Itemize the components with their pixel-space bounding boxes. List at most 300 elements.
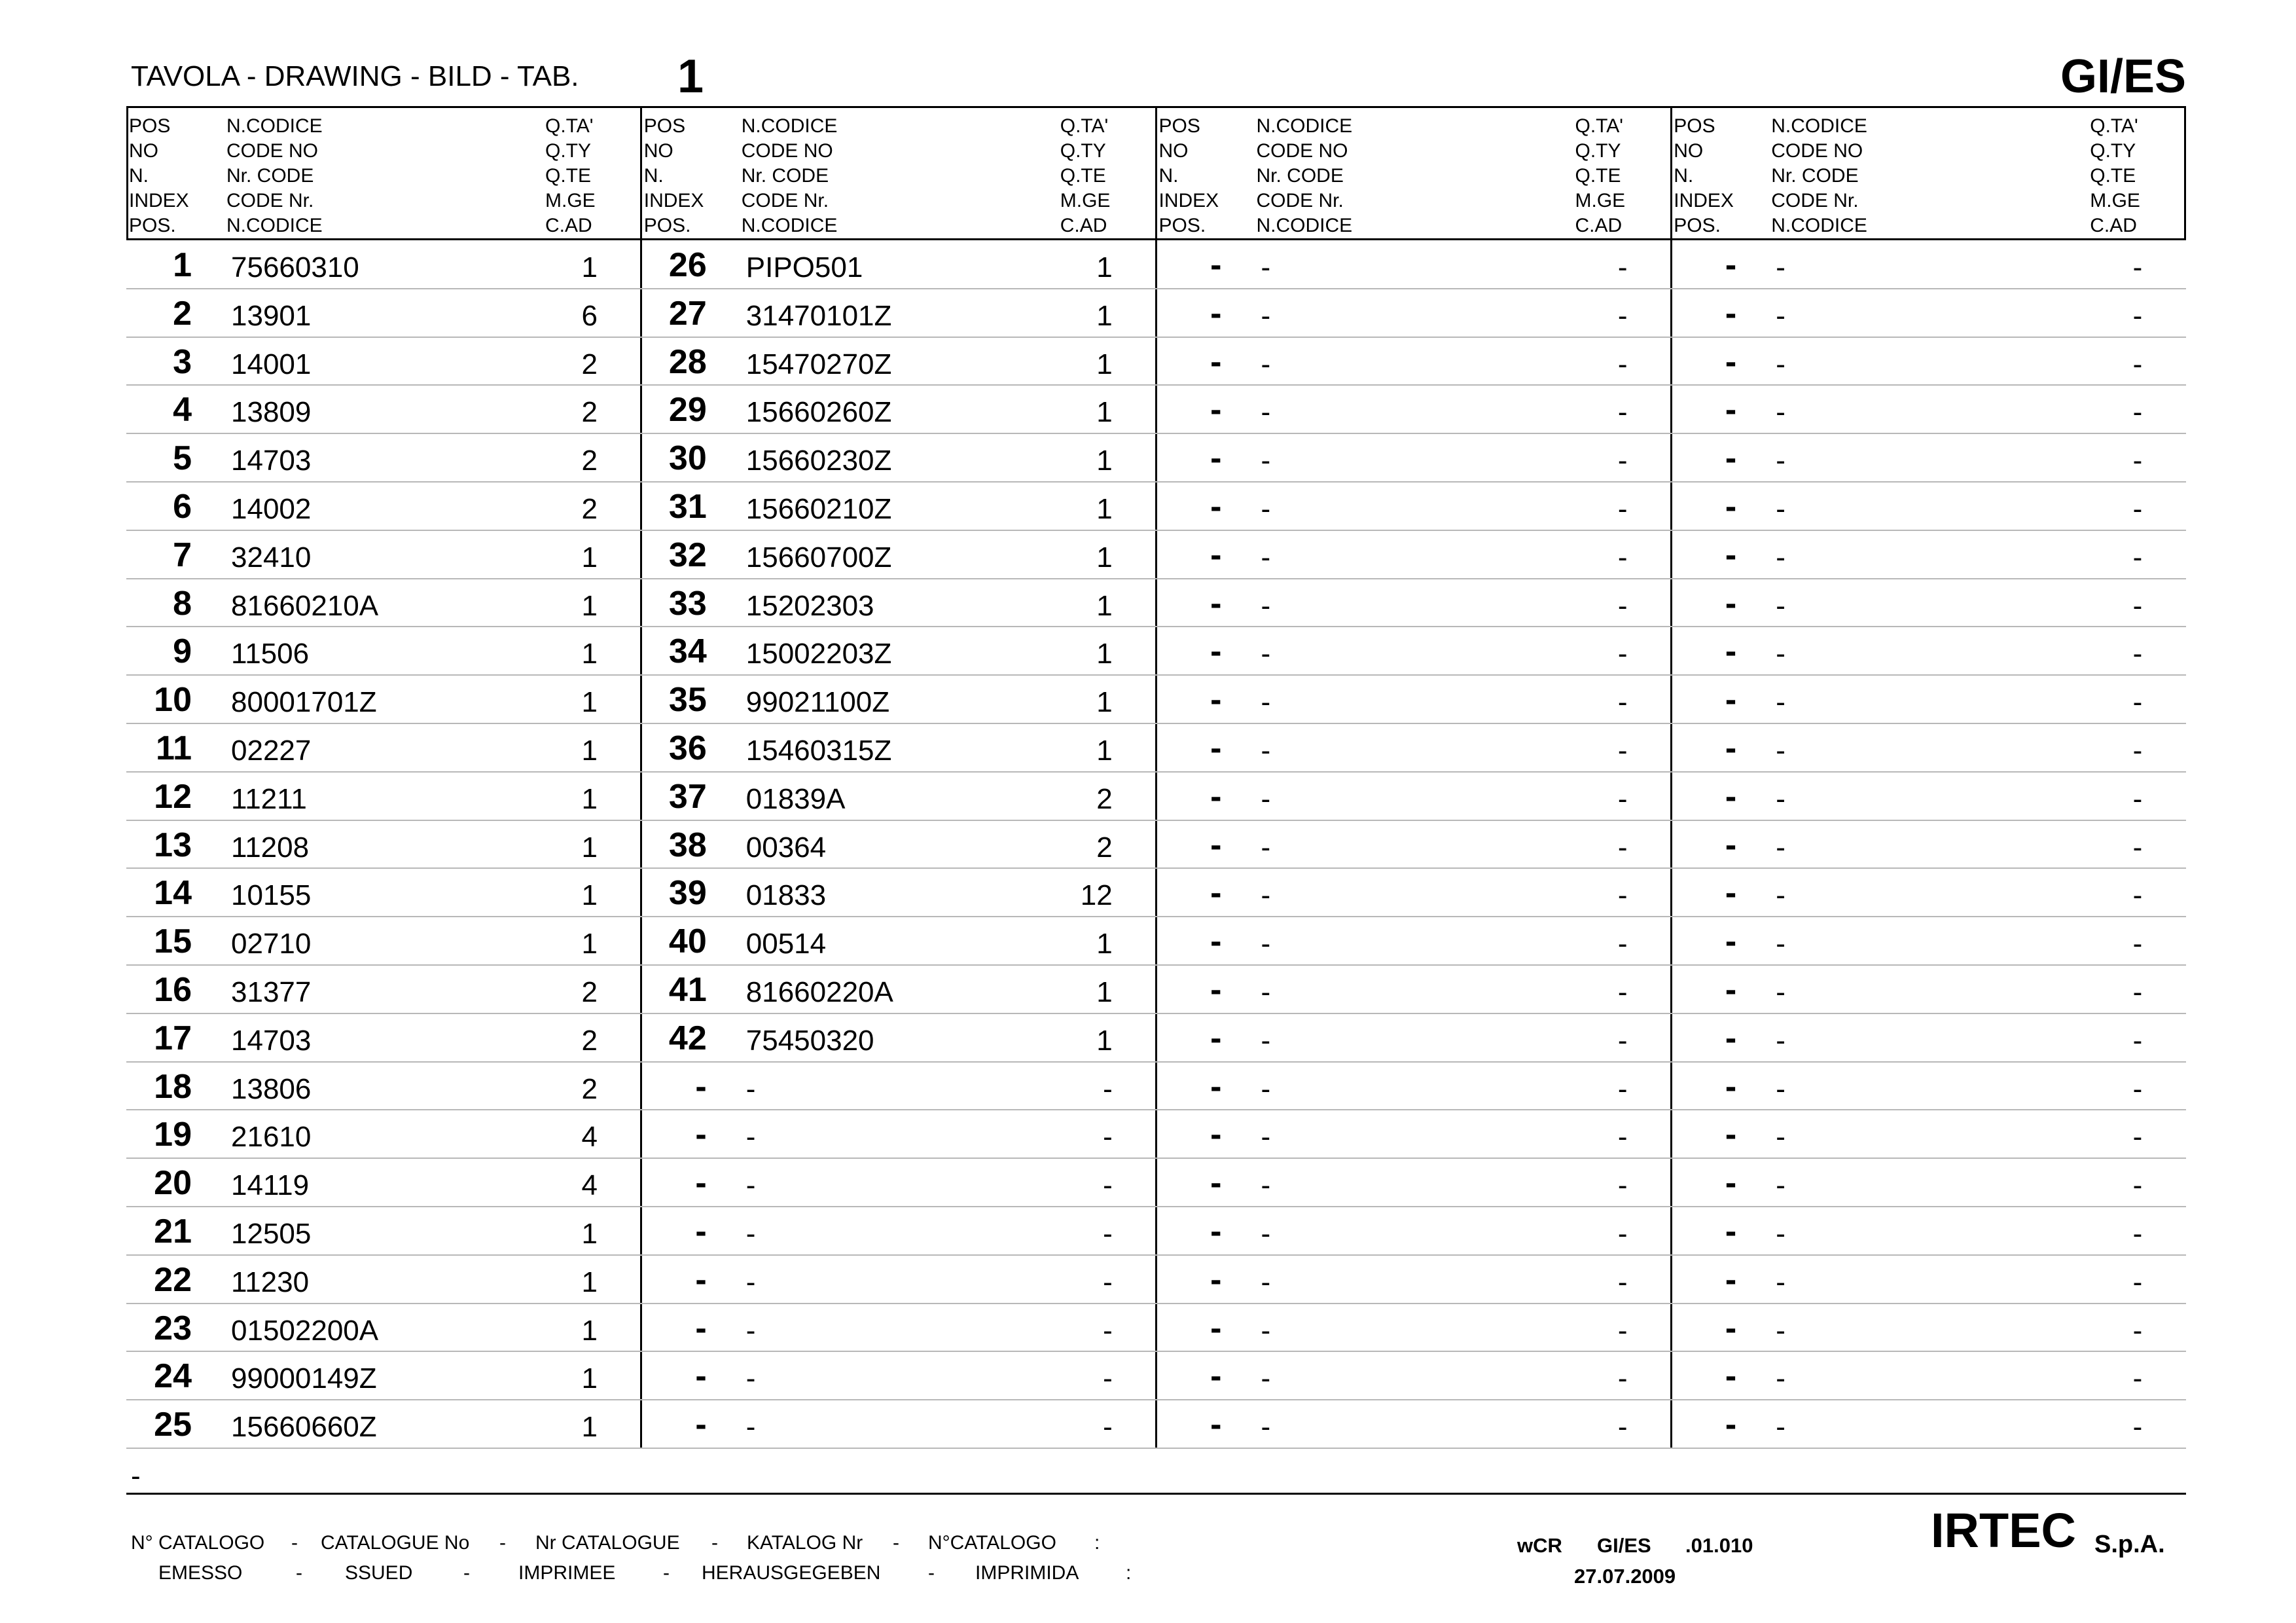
part-code: 31377 bbox=[231, 976, 312, 1008]
quantity: - bbox=[1617, 1072, 1628, 1105]
quantity: - bbox=[2132, 879, 2143, 912]
column-header-qty: C.AD bbox=[1060, 215, 1107, 236]
company-logo: IRTEC bbox=[1931, 1503, 2076, 1558]
part-code: - bbox=[1261, 299, 1271, 332]
row-divider bbox=[126, 1206, 2186, 1207]
part-code: 80001701Z bbox=[231, 686, 377, 719]
quantity: 4 bbox=[581, 1169, 598, 1202]
position-number: 42 bbox=[668, 1019, 707, 1057]
position-number: - bbox=[1725, 536, 1737, 574]
position-number: - bbox=[1210, 1406, 1222, 1444]
row-divider bbox=[126, 1254, 2186, 1256]
part-code: - bbox=[745, 1411, 756, 1444]
catalogue-number: .01.010 bbox=[1685, 1534, 1753, 1557]
part-code: - bbox=[1776, 928, 1785, 960]
catalogue-label: KATALOG Nr bbox=[747, 1532, 863, 1554]
row-divider bbox=[126, 867, 2186, 869]
position-number: - bbox=[1210, 1116, 1222, 1154]
part-code: 31470101Z bbox=[745, 299, 892, 332]
quantity: - bbox=[1617, 1266, 1628, 1298]
position-number: - bbox=[1725, 681, 1737, 720]
part-code: - bbox=[1776, 1362, 1785, 1395]
part-code: - bbox=[1776, 1314, 1785, 1347]
row-divider bbox=[126, 530, 2186, 531]
issued-label: - bbox=[928, 1562, 935, 1584]
column-header-pos: N. bbox=[643, 165, 664, 187]
position-number: - bbox=[695, 1213, 707, 1250]
position-number: 34 bbox=[668, 632, 707, 671]
quantity: 2 bbox=[1096, 782, 1113, 815]
column-header-qty: Q.TY bbox=[1575, 140, 1621, 162]
part-code: 11208 bbox=[231, 831, 310, 864]
position-number: - bbox=[1725, 874, 1737, 913]
parts-table bbox=[126, 106, 2186, 1448]
row-divider bbox=[126, 1351, 2186, 1352]
quantity: - bbox=[1617, 299, 1628, 332]
part-code: 81660220A bbox=[745, 976, 893, 1008]
position-number: - bbox=[1210, 584, 1222, 623]
column-header-pos: POS. bbox=[1158, 215, 1206, 236]
column-header-pos: POS bbox=[1674, 115, 1715, 137]
quantity: - bbox=[1103, 1266, 1113, 1298]
quantity: - bbox=[1617, 735, 1628, 767]
row-divider bbox=[126, 723, 2186, 724]
row-divider bbox=[126, 1399, 2186, 1400]
part-code: - bbox=[1261, 1121, 1271, 1154]
part-code: 00364 bbox=[745, 831, 827, 864]
quantity: 1 bbox=[581, 928, 598, 960]
position-number: - bbox=[1725, 391, 1737, 429]
column-header-pos: POS. bbox=[129, 215, 176, 236]
part-code: - bbox=[745, 1169, 756, 1202]
issued-label: SSUED bbox=[345, 1562, 413, 1584]
column-header-code: Nr. CODE bbox=[226, 165, 314, 187]
model-code: GI/ES bbox=[2060, 50, 2186, 103]
column-header-qty: Q.TA' bbox=[545, 115, 594, 137]
position-number: - bbox=[695, 1406, 707, 1444]
quantity: - bbox=[1103, 1411, 1113, 1444]
quantity: - bbox=[2132, 831, 2143, 864]
position-number: 40 bbox=[668, 922, 707, 961]
position-number: 29 bbox=[668, 391, 707, 429]
row-divider bbox=[126, 771, 2186, 773]
position-number: - bbox=[1210, 971, 1222, 1009]
part-code: 01839A bbox=[745, 782, 846, 815]
quantity: 1 bbox=[581, 1218, 598, 1250]
part-code: 14001 bbox=[231, 348, 312, 380]
part-code: 21610 bbox=[231, 1121, 312, 1154]
position-number: - bbox=[1210, 1357, 1222, 1396]
part-code: - bbox=[1261, 251, 1271, 283]
position-number: 14 bbox=[154, 874, 192, 913]
part-code: - bbox=[1261, 1169, 1271, 1202]
part-code: 12505 bbox=[231, 1218, 312, 1250]
quantity: 1 bbox=[1096, 735, 1113, 767]
quantity: - bbox=[1617, 1024, 1628, 1057]
part-code: - bbox=[745, 1218, 756, 1250]
quantity: 1 bbox=[1096, 541, 1113, 574]
part-code: - bbox=[745, 1072, 756, 1105]
column-header-code: CODE Nr. bbox=[226, 190, 314, 211]
part-code: 15660260Z bbox=[745, 396, 892, 429]
part-code: PIPO501 bbox=[745, 251, 863, 283]
part-code: 15202303 bbox=[745, 589, 874, 622]
part-code: - bbox=[1261, 782, 1271, 815]
issued-label: - bbox=[296, 1562, 302, 1584]
issued-label: HERAUSGEGEBEN bbox=[702, 1562, 881, 1584]
column-header-pos: N. bbox=[1158, 165, 1179, 187]
row-divider bbox=[126, 820, 2186, 821]
column-header-pos: INDEX bbox=[129, 190, 189, 211]
part-code: - bbox=[1261, 589, 1271, 622]
quantity: - bbox=[1617, 493, 1628, 525]
part-code: - bbox=[1776, 831, 1785, 864]
part-code: - bbox=[1261, 445, 1271, 477]
part-code: - bbox=[1776, 589, 1785, 622]
position-number: - bbox=[1725, 584, 1737, 623]
column-header-pos: POS bbox=[643, 115, 686, 137]
position-number: - bbox=[695, 1164, 707, 1203]
row-divider bbox=[126, 1061, 2186, 1063]
column-header-qty: Q.TA' bbox=[2090, 115, 2138, 137]
position-number: 35 bbox=[668, 681, 707, 720]
part-code: 02710 bbox=[231, 928, 312, 960]
part-code: 13901 bbox=[231, 299, 312, 332]
part-code: 14703 bbox=[231, 445, 312, 477]
position-number: 22 bbox=[154, 1260, 192, 1299]
quantity: 2 bbox=[581, 348, 598, 380]
position-number: 13 bbox=[154, 826, 192, 864]
column-header-pos: NO bbox=[1674, 140, 1704, 162]
quantity: 1 bbox=[581, 1411, 598, 1444]
column-header-qty: Q.TY bbox=[545, 140, 592, 162]
part-code: - bbox=[1261, 831, 1271, 864]
quantity: - bbox=[2132, 686, 2143, 719]
position-number: - bbox=[1725, 777, 1737, 816]
quantity: - bbox=[1103, 1169, 1113, 1202]
column-header-code: Nr. CODE bbox=[741, 165, 829, 187]
part-code: - bbox=[1261, 541, 1271, 574]
part-code: - bbox=[745, 1362, 756, 1395]
part-code: - bbox=[1261, 396, 1271, 429]
column-header-qty: M.GE bbox=[1060, 190, 1111, 211]
row-divider bbox=[126, 1013, 2186, 1014]
column-header-qty: C.AD bbox=[1575, 215, 1623, 236]
part-code: - bbox=[1776, 1411, 1785, 1444]
part-code: - bbox=[1261, 735, 1271, 767]
part-code: - bbox=[1261, 638, 1271, 670]
part-code: 81660210A bbox=[231, 589, 379, 622]
part-code: - bbox=[1261, 976, 1271, 1008]
position-number: - bbox=[1210, 1213, 1222, 1250]
column-header-qty: C.AD bbox=[2090, 215, 2137, 236]
page-title: TAVOLA - DRAWING - BILD - TAB. bbox=[131, 60, 579, 92]
position-number: - bbox=[1210, 488, 1222, 526]
part-code: - bbox=[1261, 1314, 1271, 1347]
part-code: - bbox=[1776, 638, 1785, 670]
issued-label: - bbox=[663, 1562, 670, 1584]
position-number: - bbox=[1210, 1067, 1222, 1106]
position-number: 10 bbox=[154, 681, 192, 720]
quantity: 1 bbox=[581, 1266, 598, 1298]
part-code: 15660230Z bbox=[745, 445, 892, 477]
part-code: - bbox=[1776, 1072, 1785, 1105]
column-header-pos: N. bbox=[129, 165, 149, 187]
column-header-qty: Q.TY bbox=[2090, 140, 2136, 162]
part-code: 11230 bbox=[231, 1266, 310, 1298]
part-code: - bbox=[1261, 1362, 1271, 1395]
catalogue-label: : bbox=[1094, 1532, 1100, 1554]
position-number: 5 bbox=[173, 439, 192, 478]
row-divider bbox=[126, 384, 2186, 386]
part-code: - bbox=[1261, 1024, 1271, 1057]
column-header-code: CODE NO bbox=[226, 140, 319, 162]
part-code: - bbox=[1776, 735, 1785, 767]
column-header-pos: POS. bbox=[643, 215, 691, 236]
column-header-pos: NO bbox=[129, 140, 158, 162]
catalogue-label: N° CATALOGO bbox=[131, 1532, 265, 1554]
column-header-code: N.CODICE bbox=[226, 115, 323, 137]
catalogue-label: N°CATALOGO bbox=[928, 1532, 1056, 1554]
position-number: 21 bbox=[154, 1213, 192, 1250]
column-header-code: CODE NO bbox=[1771, 140, 1863, 162]
quantity: - bbox=[1617, 251, 1628, 283]
position-number: - bbox=[1210, 729, 1222, 767]
part-code: - bbox=[1776, 1266, 1785, 1298]
row-divider bbox=[126, 1303, 2186, 1304]
part-code: - bbox=[1776, 686, 1785, 719]
quantity: - bbox=[2132, 541, 2143, 574]
position-number: 37 bbox=[668, 777, 707, 816]
position-number: 9 bbox=[173, 632, 192, 671]
position-number: - bbox=[1725, 1357, 1737, 1396]
position-number: - bbox=[1210, 294, 1222, 333]
part-code: 10155 bbox=[231, 879, 312, 912]
quantity: - bbox=[2132, 1314, 2143, 1347]
column-header-code: Nr. CODE bbox=[1771, 165, 1859, 187]
part-code: 99021100Z bbox=[745, 686, 890, 719]
quantity: - bbox=[1617, 1411, 1628, 1444]
part-code: 13809 bbox=[231, 396, 312, 429]
quantity: - bbox=[1617, 976, 1628, 1008]
position-number: 6 bbox=[173, 488, 192, 526]
row-divider bbox=[126, 674, 2186, 676]
quantity: - bbox=[2132, 1169, 2143, 1202]
position-number: 24 bbox=[154, 1357, 192, 1396]
company-suffix: S.p.A. bbox=[2094, 1531, 2165, 1558]
quantity: 1 bbox=[1096, 686, 1113, 719]
part-code: 14002 bbox=[231, 493, 312, 525]
quantity: - bbox=[2132, 1411, 2143, 1444]
column-header-code: CODE NO bbox=[741, 140, 833, 162]
position-number: - bbox=[1725, 826, 1737, 864]
position-number: 4 bbox=[173, 391, 192, 429]
row-divider bbox=[126, 1448, 2186, 1449]
position-number: 12 bbox=[154, 777, 192, 816]
position-number: - bbox=[1725, 1164, 1737, 1203]
issued-label: - bbox=[463, 1562, 470, 1584]
part-code: - bbox=[1776, 976, 1785, 1008]
part-code: - bbox=[1776, 445, 1785, 477]
column-header-pos: NO bbox=[1158, 140, 1189, 162]
quantity: 1 bbox=[1096, 299, 1113, 332]
quantity: - bbox=[1103, 1072, 1113, 1105]
row-divider bbox=[126, 964, 2186, 966]
position-number: - bbox=[1725, 922, 1737, 961]
quantity: - bbox=[1617, 831, 1628, 864]
row-divider bbox=[126, 916, 2186, 917]
quantity: 1 bbox=[581, 879, 598, 912]
quantity: 1 bbox=[581, 589, 598, 622]
part-code: - bbox=[1776, 1121, 1785, 1154]
part-code: 15460315Z bbox=[745, 735, 892, 767]
quantity: - bbox=[1617, 1362, 1628, 1395]
row-divider bbox=[126, 481, 2186, 483]
quantity: - bbox=[1617, 1218, 1628, 1250]
quantity: - bbox=[2132, 251, 2143, 283]
position-number: 41 bbox=[668, 971, 707, 1009]
column-header-code: Nr. CODE bbox=[1256, 165, 1344, 187]
column-header-qty: Q.TA' bbox=[1060, 115, 1109, 137]
quantity: 1 bbox=[1096, 589, 1113, 622]
quantity: 2 bbox=[581, 445, 598, 477]
position-number: 26 bbox=[668, 246, 707, 284]
part-code: 15470270Z bbox=[745, 348, 892, 380]
part-code: - bbox=[1776, 1024, 1785, 1057]
row-divider bbox=[126, 626, 2186, 627]
column-header-code: N.CODICE bbox=[741, 115, 838, 137]
quantity: 1 bbox=[581, 1362, 598, 1395]
position-number: - bbox=[1210, 246, 1222, 284]
quantity: - bbox=[2132, 638, 2143, 670]
quantity: - bbox=[1617, 396, 1628, 429]
quantity: - bbox=[1103, 1314, 1113, 1347]
bottom-note: - bbox=[131, 1460, 141, 1492]
quantity: 1 bbox=[581, 831, 598, 864]
position-number: - bbox=[695, 1067, 707, 1106]
quantity: 1 bbox=[581, 782, 598, 815]
position-number: - bbox=[1210, 439, 1222, 478]
column-header-pos: NO bbox=[643, 140, 673, 162]
quantity: 1 bbox=[581, 638, 598, 670]
part-code: 15660210Z bbox=[745, 493, 892, 525]
quantity: - bbox=[2132, 1266, 2143, 1298]
position-number: - bbox=[1210, 1309, 1222, 1347]
part-code: 15002203Z bbox=[745, 638, 892, 670]
quantity: - bbox=[2132, 928, 2143, 960]
issued-label: : bbox=[1126, 1562, 1132, 1584]
quantity: - bbox=[1617, 1121, 1628, 1154]
quantity: - bbox=[1617, 348, 1628, 380]
column-header-pos: N. bbox=[1674, 165, 1694, 187]
quantity: - bbox=[1617, 1314, 1628, 1347]
part-code: - bbox=[1776, 879, 1785, 912]
part-code: - bbox=[745, 1266, 756, 1298]
quantity: 1 bbox=[581, 251, 598, 283]
position-number: - bbox=[1210, 536, 1222, 574]
quantity: - bbox=[1617, 928, 1628, 960]
part-code: - bbox=[1261, 348, 1271, 380]
position-number: 39 bbox=[668, 874, 707, 913]
part-code: 32410 bbox=[231, 541, 312, 574]
column-header-code: CODE Nr. bbox=[741, 190, 829, 211]
part-code: 99000149Z bbox=[231, 1362, 377, 1395]
column-header-code: N.CODICE bbox=[226, 215, 323, 236]
position-number: 33 bbox=[668, 584, 707, 623]
quantity: 1 bbox=[1096, 445, 1113, 477]
quantity: 1 bbox=[581, 686, 598, 719]
quantity: 2 bbox=[581, 976, 598, 1008]
quantity: - bbox=[2132, 1121, 2143, 1154]
position-number: - bbox=[1210, 826, 1222, 864]
quantity: - bbox=[2132, 348, 2143, 380]
position-number: 11 bbox=[156, 729, 192, 767]
column-header-qty: Q.TE bbox=[1060, 165, 1106, 187]
position-number: - bbox=[1210, 874, 1222, 913]
quantity: - bbox=[2132, 396, 2143, 429]
quantity: 2 bbox=[581, 1024, 598, 1057]
catalogue-prefix: wCR bbox=[1517, 1534, 1562, 1557]
column-header-qty: C.AD bbox=[545, 215, 592, 236]
issued-label: IMPRIMIDA bbox=[975, 1562, 1079, 1584]
part-code: - bbox=[1776, 396, 1785, 429]
row-divider bbox=[126, 578, 2186, 579]
part-code: - bbox=[1261, 1072, 1271, 1105]
quantity: 1 bbox=[581, 735, 598, 767]
quantity: - bbox=[1617, 445, 1628, 477]
column-header-pos: POS bbox=[129, 115, 171, 137]
catalogue-label: Nr CATALOGUE bbox=[535, 1532, 680, 1554]
column-header-qty: M.GE bbox=[1575, 190, 1626, 211]
position-number: 30 bbox=[668, 439, 707, 478]
position-number: - bbox=[1725, 632, 1737, 671]
quantity: - bbox=[2132, 1024, 2143, 1057]
position-number: - bbox=[1725, 1067, 1737, 1106]
column-header-qty: M.GE bbox=[545, 190, 596, 211]
quantity: 1 bbox=[1096, 1024, 1113, 1057]
column-header-code: CODE NO bbox=[1256, 140, 1348, 162]
part-code: 02227 bbox=[231, 735, 312, 767]
quantity: - bbox=[2132, 299, 2143, 332]
column-header-code: N.CODICE bbox=[1771, 115, 1867, 137]
position-number: - bbox=[1725, 729, 1737, 767]
position-number: 25 bbox=[154, 1406, 192, 1444]
position-number: 3 bbox=[173, 342, 192, 381]
part-code: 00514 bbox=[745, 928, 827, 960]
position-number: - bbox=[1210, 922, 1222, 961]
position-number: - bbox=[1725, 488, 1737, 526]
quantity: 1 bbox=[1096, 976, 1113, 1008]
position-number: 28 bbox=[668, 342, 707, 381]
position-number: 18 bbox=[154, 1067, 192, 1106]
row-divider bbox=[126, 1109, 2186, 1110]
part-code: - bbox=[1776, 541, 1785, 574]
position-number: - bbox=[695, 1357, 707, 1396]
part-code: - bbox=[1261, 879, 1271, 912]
part-code: - bbox=[1261, 1266, 1271, 1298]
position-number: 38 bbox=[668, 826, 707, 864]
quantity: 1 bbox=[1096, 348, 1113, 380]
position-number: 7 bbox=[173, 536, 192, 574]
issued-label: EMESSO bbox=[158, 1562, 243, 1584]
part-code: - bbox=[1776, 348, 1785, 380]
position-number: - bbox=[1725, 1406, 1737, 1444]
part-code: - bbox=[1776, 1218, 1785, 1250]
quantity: - bbox=[1617, 589, 1628, 622]
part-code: - bbox=[1776, 1169, 1785, 1202]
quantity: - bbox=[1617, 686, 1628, 719]
quantity: 2 bbox=[581, 493, 598, 525]
